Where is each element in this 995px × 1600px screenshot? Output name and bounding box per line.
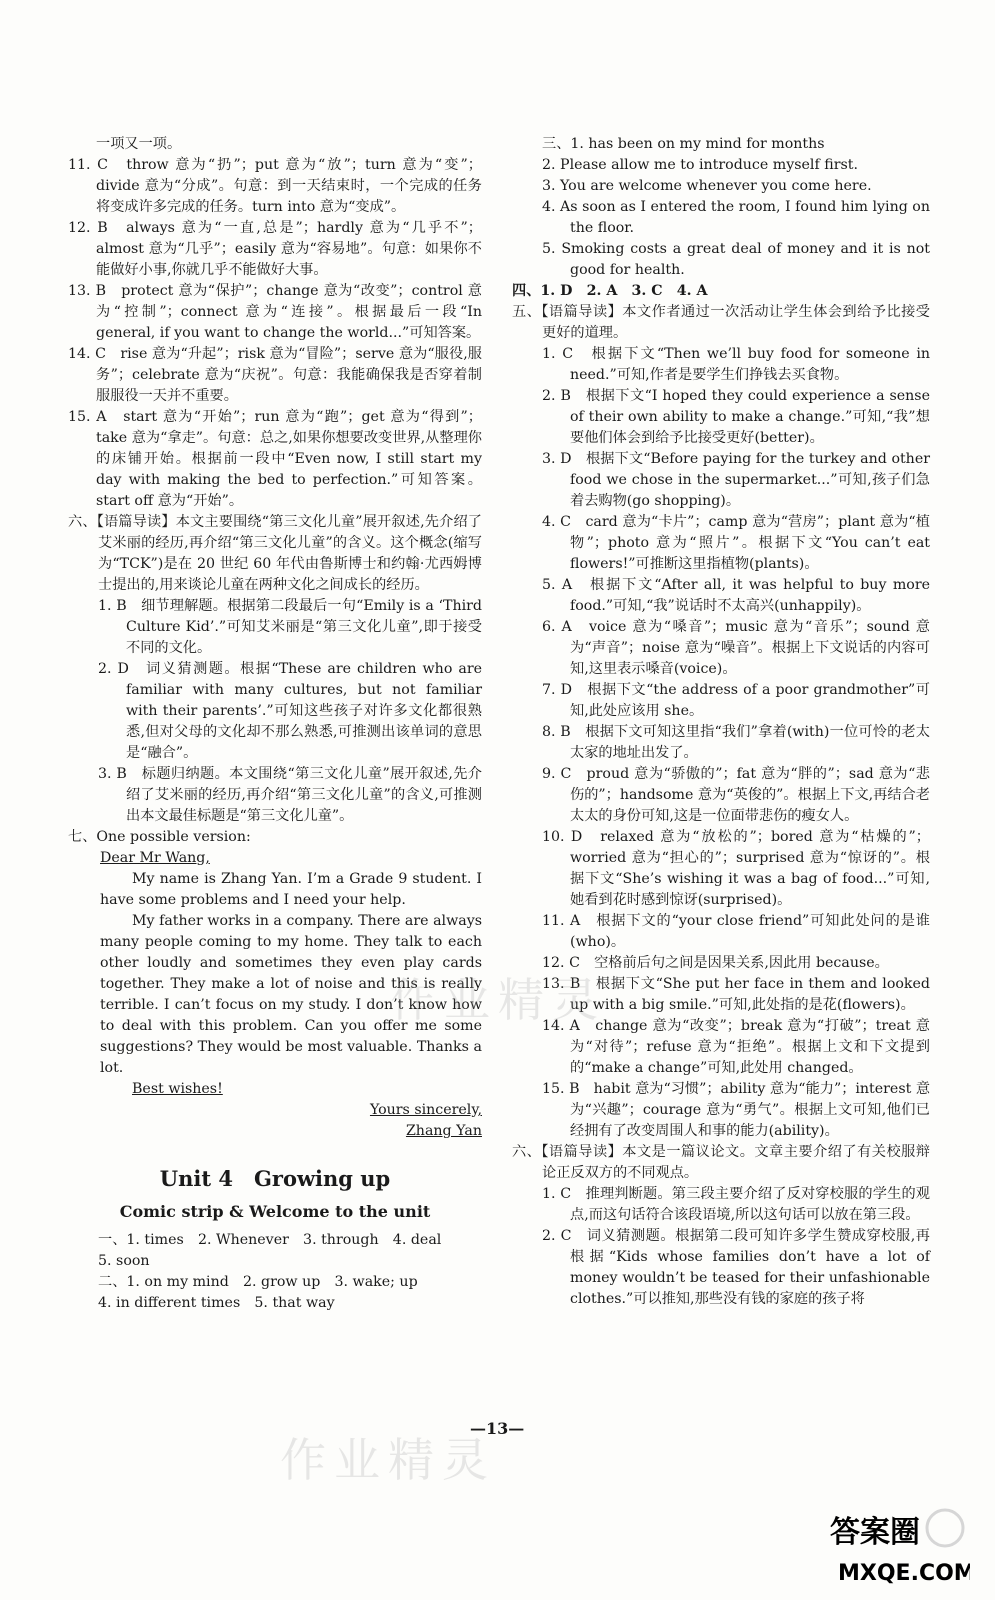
answer-paragraph: Best wishes! bbox=[132, 1081, 223, 1097]
answer-paragraph: 14. C rise 意为“升起”；risk 意为“冒险”；serve 意为“服役,服务”；celebrate 意为“庆祝”。句意：我能确保我是否穿着制服服役一天并不重要。 bbox=[68, 346, 482, 404]
answer-paragraph: 11. C throw 意为“扔”；put 意为“放”；turn 意为“变”；divide 意为“分成”。句意：到一天结束时，一个完成的任务将变成许多完成的任务。turn into 意为“变成”。 bbox=[68, 157, 482, 215]
answer-paragraph: 2. C 词义猜测题。根据第二段可知许多学生赞成穿校服,再根据“Kids whose families don’t have a lot of money wouldn’t be teased for their unfashionable clothes.”可以推知,那些没有钱的家庭的孩子将 bbox=[542, 1228, 930, 1307]
answer-paragraph: 12. B always 意为“一直,总是”；hardly 意为“几乎不”；almost 意为“几乎”；easily 意为“容易地”。句意：如果你不能做好小事,你就几乎不能做好大事。 bbox=[68, 220, 482, 278]
answer-paragraph: My father works in a company. There are always many people coming to my home. They talk to each other loudly and sometimes they even play cards together. They make a lot of noise and this is really terrible. I can’t focus on my study. I don’t know how to deal with this problem. Can you offer me some suggestions? They would be most valuable. Thanks a lot. bbox=[100, 913, 482, 1076]
answer-paragraph: 一、1. times 2. Whenever 3. through 4. deal bbox=[98, 1232, 442, 1248]
unit-title: Unit 4 Growing up bbox=[159, 1166, 391, 1191]
answer-paragraph: 七、One possible version: bbox=[68, 829, 251, 845]
answer-paragraph: 六、【语篇导读】本文主要围绕“第三文化儿童”展开叙述,先介绍了艾米丽的经历,再介绍“第三文化儿童”的含义。这个概念(缩写为“TCK”)是在 20 世纪 60 年代由鲁斯博士和约翰·尤西姆博士提出的,用来谈论儿童在两种文化之间成长的经历。 bbox=[68, 514, 482, 593]
lesson-title: Comic strip & Welcome to the unit bbox=[119, 1202, 431, 1221]
answer-paragraph: 11. A 根据下文的“your close friend”可知此处问的是谁(who)。 bbox=[542, 913, 930, 950]
answer-paragraph: 1. C 推理判断题。第三段主要介绍了反对穿校服的学生的观点,而这句话符合该段语境,所以这句话可以放在第三段。 bbox=[542, 1186, 930, 1223]
answer-paragraph: 1. C 根据下文“Then we’ll buy food for someone in need.”可知,作者是要学生们挣钱去买食物。 bbox=[542, 346, 930, 383]
answer-paragraph: 15. A start 意为“开始”；run 意为“跑”；get 意为“得到”；take 意为“拿走”。句意：总之,如果你想要改变世界,从整理你的床铺开始。根据前一段中“Even now, I still start my day with making the bed to perfection.”可知答案。start off 意为“开始”。 bbox=[68, 409, 482, 509]
answer-paragraph: 4. C card 意为“卡片”；camp 意为“营房”；plant 意为“植物”；photo 意为“照片”。根据下文“You can’t eat flowers!”可推断这里指植物(plants)。 bbox=[542, 514, 930, 572]
answer-paragraph: 14. A change 意为“改变”；break 意为“打破”；treat 意为“对待”；refuse 意为“拒绝”。根据上文和下文提到的“make a change”可知,此处用 changed。 bbox=[542, 1018, 930, 1076]
answer-paragraph: 13. B 根据下文“She put her face in them and looked up with a big smile.”可知,此处指的是花(flowers)。 bbox=[542, 976, 930, 1013]
svg-text:答案圈: 答案圈 bbox=[830, 1515, 920, 1550]
answer-paragraph: 2. Please allow me to introduce myself first. bbox=[542, 157, 858, 173]
answer-paragraph: 10. D relaxed 意为“放松的”；bored 意为“枯燥的”；worried 意为“担心的”；surprised 意为“惊讶的”。根据下文“She’s wishing it was a bag of food...”可知,她看到花时感到惊讶(surprised)。 bbox=[542, 829, 930, 908]
answer-paragraph: 3. B 标题归纳题。本文围绕“第三文化儿童”展开叙述,先介绍了艾米丽的经历,再介绍“第三文化儿童”的含义,可推测出本文最佳标题是“第三文化儿童”。 bbox=[98, 766, 482, 824]
answer-paragraph: 2. D 词义猜测题。根据“These are children who are familiar with many cultures, but not familiar with their parents’.”可知这些孩子对许多文化都很熟悉,但对父母的文化却不那么熟悉,可推测出该单词的意思是“融合”。 bbox=[98, 661, 482, 761]
answer-paragraph: My name is Zhang Yan. I’m a Grade 9 student. I have some problems and I need your help. bbox=[100, 871, 482, 908]
answer-paragraph: 一项又一项。 bbox=[96, 136, 182, 152]
answer-paragraph: 四、1. D 2. A 3. C 4. A bbox=[512, 283, 708, 299]
answer-paragraph: 5. Smoking costs a great deal of money and it is not good for health. bbox=[542, 241, 930, 278]
right-column bbox=[512, 134, 930, 1310]
answer-paragraph: 4. in different times 5. that way bbox=[98, 1295, 335, 1311]
answer-paragraph: 15. B habit 意为“习惯”；ability 意为“能力”；interest 意为“兴趣”；courage 意为“勇气”。根据上文可知,他们已经拥有了改变周围人和事的能力(ability)。 bbox=[542, 1081, 931, 1139]
answer-paragraph: 13. B protect 意为“保护”；change 意为“改变”；control 意为“控制”；connect 意为“连接”。根据最后一段“In general, if you want to change the world...”可知答案。 bbox=[68, 283, 482, 341]
watermark: 作业精灵 bbox=[280, 1433, 496, 1487]
answer-paragraph: 3. D 根据下文“Before paying for the turkey and other food we chose in the supermarket...”可知,孩子们急着去购物(go shopping)。 bbox=[542, 451, 930, 509]
page-number: —13— bbox=[470, 1419, 525, 1438]
answer-paragraph: 3. You are welcome whenever you come here. bbox=[542, 178, 872, 194]
svg-text:MXQE.COM: MXQE.COM bbox=[838, 1561, 970, 1586]
answer-paragraph: 六、【语篇导读】本文是一篇议论文。文章主要介绍了有关校服辩论正反双方的不同观点。 bbox=[512, 1144, 930, 1181]
answer-paragraph: 9. C proud 意为“骄傲的”；fat 意为“胖的”；sad 意为“悲伤的”；handsome 意为“英俊的”。根据上下文,再结合老太太的身份可知,这是一位面带悲伤的瘦女人。 bbox=[542, 766, 930, 824]
left-column bbox=[68, 134, 482, 1314]
answer-paragraph: Zhang Yan bbox=[405, 1123, 482, 1139]
answer-paragraph: 2. B 根据下文“I hoped they could experience a sense of their own ability to make a change.”可知,“我”想要他们体会到给予比接受更好(better)。 bbox=[542, 388, 930, 446]
answer-paragraph: 三、1. has been on my mind for months bbox=[542, 136, 825, 152]
watermark-logo bbox=[820, 1500, 970, 1590]
answer-paragraph: Yours sincerely, bbox=[369, 1102, 482, 1118]
answer-paragraph: 7. D 根据下文“the address of a poor grandmother”可知,此处应该用 she。 bbox=[542, 682, 930, 719]
answer-paragraph: 5. soon bbox=[98, 1253, 150, 1269]
answer-paragraph: 4. As soon as I entered the room, I found him lying on the floor. bbox=[542, 199, 930, 236]
answer-paragraph: 二、1. on my mind 2. grow up 3. wake; up bbox=[98, 1274, 418, 1290]
answer-paragraph: Dear Mr Wang, bbox=[100, 850, 210, 866]
answer-paragraph: 8. B 根据下文可知这里指“我们”拿着(with)一位可怜的老太太家的地址出发了。 bbox=[542, 724, 930, 761]
watermark: 作业精灵 bbox=[390, 973, 606, 1027]
answer-paragraph: 12. C 空格前后句之间是因果关系,因此用 because。 bbox=[542, 955, 889, 971]
answer-paragraph: 5. A 根据下文“After all, it was helpful to buy more food.”可知,“我”说话时不太高兴(unhappily)。 bbox=[542, 577, 930, 614]
answer-paragraph: 1. B 细节理解题。根据第二段最后一句“Emily is a ‘Third Culture Kid’.”可知艾米丽是“第三文化儿童”,即于接受不同的文化。 bbox=[98, 598, 482, 656]
answer-paragraph: 五、【语篇导读】本文作者通过一次活动让学生体会到给予比接受更好的道理。 bbox=[512, 304, 930, 341]
answer-paragraph: 6. A voice 意为“嗓音”；music 意为“音乐”；sound 意为“声音”；noise 意为“噪音”。根据上下文说话的内容可知,这里表示嗓音(voice)。 bbox=[542, 619, 930, 677]
